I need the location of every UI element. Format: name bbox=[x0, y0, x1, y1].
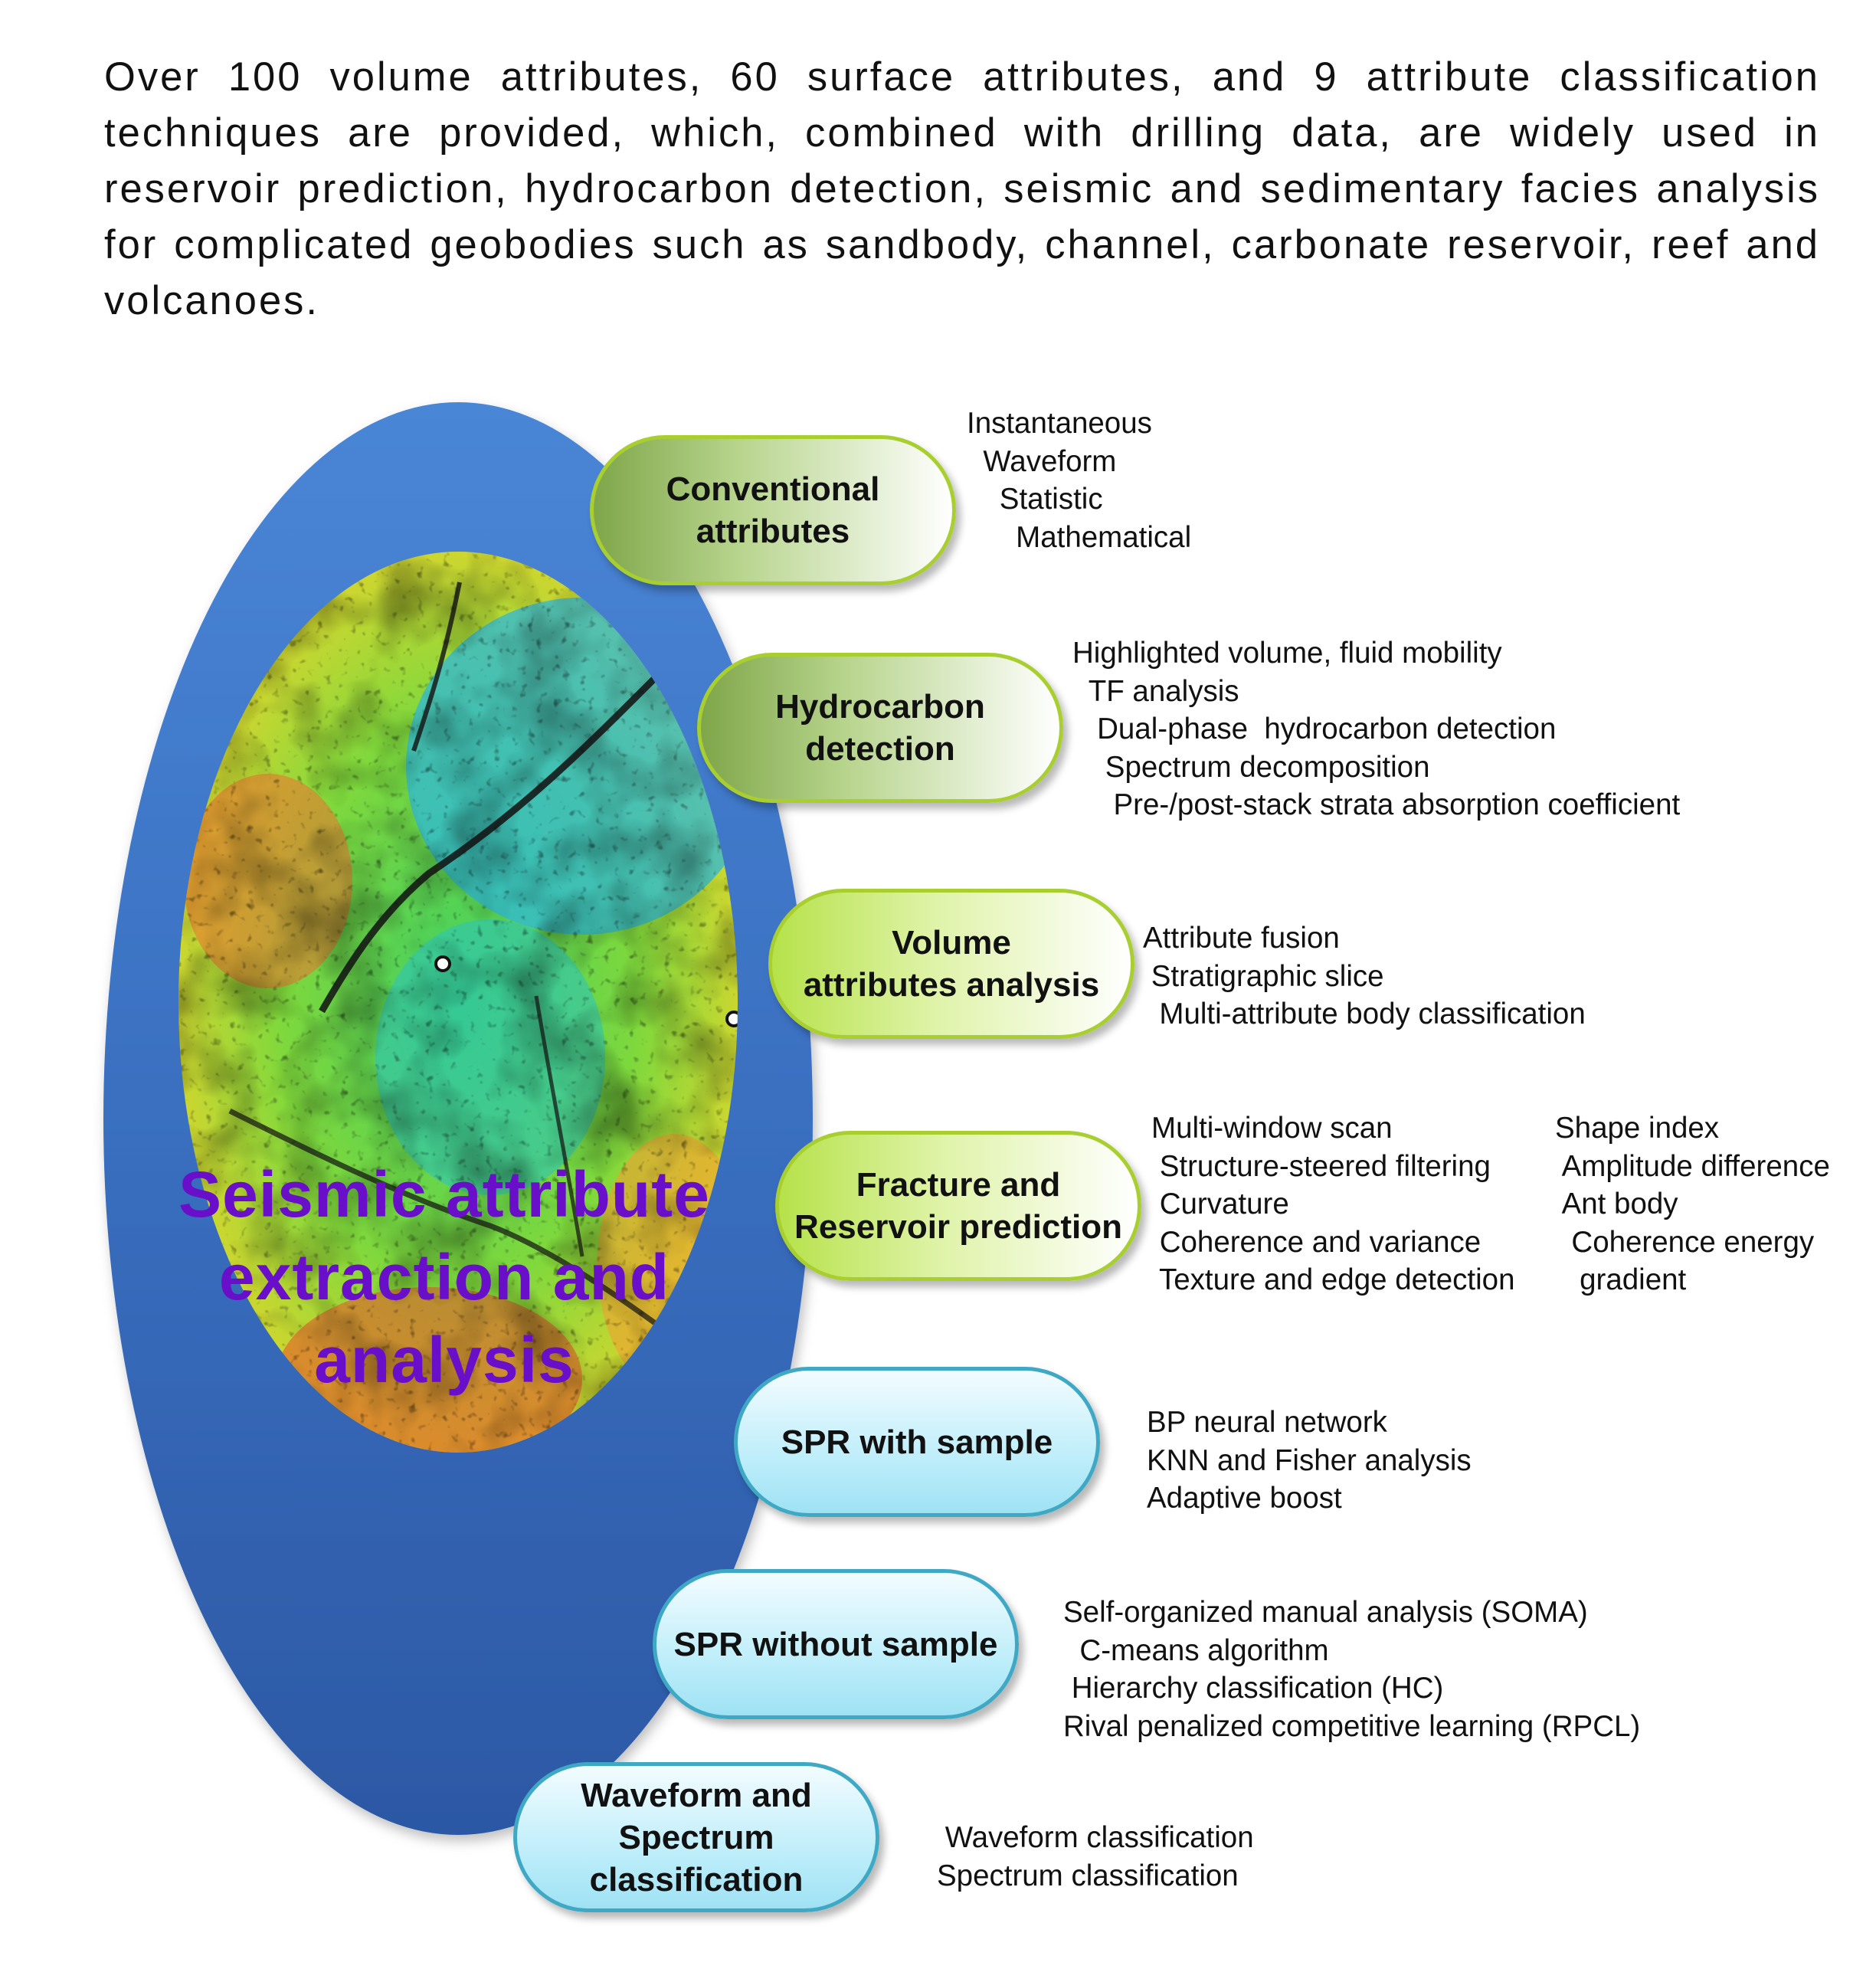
items-fracture-reservoir-prediction bbox=[1151, 1109, 1514, 1299]
pill-label: SPR without sample bbox=[673, 1625, 998, 1663]
pill-spr-without-sample bbox=[653, 1569, 1019, 1719]
list-item: TF analysis bbox=[1072, 674, 1239, 708]
items-waveform-spectrum-classification bbox=[937, 1819, 1254, 1895]
pill-label: Fracture and Reservoir prediction bbox=[794, 1166, 1122, 1246]
items-conventional-attributes bbox=[967, 405, 1191, 556]
list-item: Ant body bbox=[1555, 1188, 1678, 1220]
list-item: Pre-/post-stack strata absorption coefficient bbox=[1072, 788, 1681, 821]
pill-label: SPR with sample bbox=[781, 1423, 1053, 1461]
list-item: Amplitude difference bbox=[1555, 1149, 1830, 1183]
pill-hydrocarbon-detection bbox=[697, 653, 1063, 803]
pill-spr-with-sample bbox=[734, 1367, 1100, 1517]
list-item: Spectrum decomposition bbox=[1072, 750, 1430, 784]
pill-waveform-spectrum-classification bbox=[513, 1762, 879, 1912]
pill-conventional-attributes bbox=[590, 435, 956, 585]
list-item: Dual-phase hydrocarbon detection bbox=[1072, 713, 1557, 745]
list-item: Instantaneous bbox=[967, 407, 1152, 440]
list-item: BP neural network bbox=[1147, 1406, 1387, 1439]
list-item: C-means algorithm bbox=[1063, 1633, 1329, 1667]
list-item: Spectrum classification bbox=[937, 1859, 1239, 1892]
list-item: KNN and Fisher analysis bbox=[1147, 1443, 1472, 1477]
items-spr-without-sample bbox=[1063, 1594, 1640, 1745]
pill-label: Waveform and Spectrum classification bbox=[581, 1776, 812, 1898]
list-item: Hierarchy classification (HC) bbox=[1063, 1672, 1444, 1705]
pill-label: Hydrocarbon detection bbox=[775, 688, 985, 768]
list-item: Mathematical bbox=[967, 520, 1192, 554]
pill-label: Volume attributes analysis bbox=[803, 924, 1100, 1004]
pill-label: Conventional attributes bbox=[666, 470, 880, 550]
list-item: Multi-attribute body classification bbox=[1143, 998, 1586, 1030]
items-fracture-reservoir-prediction-right bbox=[1555, 1109, 1830, 1299]
list-item: Waveform bbox=[967, 444, 1117, 478]
list-item: Multi-window scan bbox=[1151, 1112, 1393, 1145]
list-item: Curvature bbox=[1151, 1188, 1289, 1220]
center-title: Seismic attribute extraction and analysis bbox=[178, 1158, 710, 1396]
list-item: Stratigraphic slice bbox=[1143, 959, 1384, 993]
list-item: Statistic bbox=[967, 483, 1103, 516]
list-item: Texture and edge detection bbox=[1151, 1263, 1515, 1296]
pill-volume-attributes-analysis bbox=[768, 889, 1134, 1039]
list-item: Waveform classification bbox=[937, 1821, 1254, 1854]
pill-fracture-reservoir-prediction bbox=[775, 1131, 1141, 1281]
list-item: Rival penalized competitive learning (RPCL) bbox=[1063, 1709, 1641, 1743]
items-spr-with-sample bbox=[1147, 1404, 1472, 1518]
list-item: Attribute fusion bbox=[1143, 922, 1340, 955]
intro-paragraph: Over 100 volume attributes, 60 surface attributes, and 9 attribute classification techniques are provided, which, combined with drilling data, are widely used in reservoir prediction, hydrocarbon detection, seismic and sedimentary facies analysis for complicated geobodies such as sandbody, channel, carbonate reservoir, reef and volcanoes. bbox=[104, 54, 1820, 323]
list-item: Coherence and variance bbox=[1151, 1225, 1481, 1259]
list-item: Coherence energy bbox=[1555, 1225, 1815, 1259]
list-item: Highlighted volume, fluid mobility bbox=[1072, 637, 1502, 670]
list-item: Self-organized manual analysis (SOMA) bbox=[1063, 1596, 1588, 1629]
list-item: Adaptive boost bbox=[1147, 1482, 1342, 1515]
items-volume-attributes-analysis bbox=[1143, 919, 1586, 1034]
list-item: gradient bbox=[1555, 1263, 1687, 1296]
list-item: Structure-steered filtering bbox=[1151, 1149, 1491, 1183]
items-hydrocarbon-detection bbox=[1072, 634, 1680, 824]
list-item: Shape index bbox=[1555, 1112, 1720, 1145]
